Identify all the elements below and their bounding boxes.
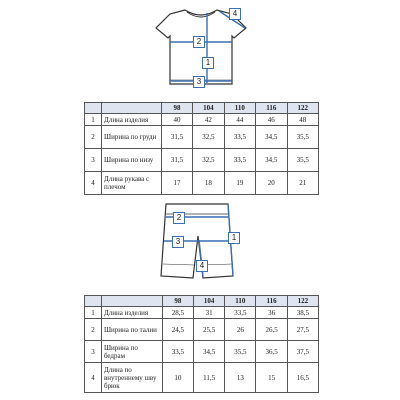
shorts-label-2: 2 — [173, 212, 185, 224]
row-value: 31 — [194, 307, 225, 319]
table-row — [85, 172, 319, 195]
row-value: 26 — [225, 319, 256, 341]
row-value: 33,5 — [224, 126, 255, 149]
row-value: 35,5 — [287, 149, 318, 172]
table-row — [85, 149, 319, 172]
row-num: 1 — [85, 114, 102, 126]
row-num: 2 — [85, 319, 102, 341]
row-value: 16,5 — [287, 363, 318, 393]
tshirt-size-table — [84, 102, 319, 195]
row-value: 37,5 — [287, 341, 318, 363]
row-value: 34,5 — [256, 149, 287, 172]
row-num: 4 — [85, 172, 102, 195]
row-name: Ширина по груди — [102, 126, 162, 149]
tshirt-label-4: 4 — [229, 8, 241, 20]
row-value: 36,5 — [256, 341, 287, 363]
row-value: 33,5 — [162, 341, 193, 363]
row-name: Длина по внутреннему шву брюк — [101, 363, 162, 393]
row-name: Длина изделия — [102, 114, 162, 126]
tshirt-label-3: 3 — [193, 76, 205, 88]
tshirt-label-2: 2 — [193, 36, 205, 48]
row-value: 35,5 — [225, 341, 256, 363]
size-122: 122 — [287, 296, 318, 307]
row-value: 25,5 — [194, 319, 225, 341]
table-row — [85, 341, 319, 363]
row-value: 34,5 — [256, 126, 287, 149]
shorts-sketch — [0, 196, 400, 286]
row-name: Ширина по низу — [102, 149, 162, 172]
shorts-label-1: 1 — [228, 232, 240, 244]
row-name: Длина рукава с плечом — [102, 172, 162, 195]
size-98: 98 — [161, 103, 192, 114]
shorts-label-4: 4 — [196, 260, 208, 272]
row-value: 11,5 — [194, 363, 225, 393]
table-row — [85, 319, 319, 341]
row-num: 2 — [85, 126, 102, 149]
row-value: 36 — [256, 307, 287, 319]
row-value: 24,5 — [162, 319, 193, 341]
row-value: 18 — [193, 172, 224, 195]
size-98: 98 — [162, 296, 193, 307]
row-value: 32,5 — [193, 149, 224, 172]
header-num-cell — [85, 103, 102, 114]
table-row — [85, 126, 319, 149]
size-110: 110 — [225, 296, 256, 307]
row-value: 38,5 — [287, 307, 318, 319]
table-header-row — [85, 103, 319, 114]
row-num: 4 — [85, 363, 102, 393]
shorts-drawing — [0, 196, 400, 286]
row-value: 15 — [256, 363, 287, 393]
row-value: 13 — [225, 363, 256, 393]
tshirt-label-1: 1 — [202, 57, 214, 69]
row-value: 20 — [256, 172, 287, 195]
row-value: 28,5 — [162, 307, 193, 319]
row-value: 48 — [287, 114, 318, 126]
row-value: 35,5 — [287, 126, 318, 149]
row-name: Ширина по талии — [101, 319, 162, 341]
row-value: 33,5 — [224, 149, 255, 172]
size-110: 110 — [224, 103, 255, 114]
row-value: 27,5 — [287, 319, 318, 341]
row-value: 19 — [224, 172, 255, 195]
row-value: 10 — [162, 363, 193, 393]
tshirt-sketch — [0, 0, 400, 92]
row-num: 3 — [85, 341, 102, 363]
row-value: 32,5 — [193, 126, 224, 149]
size-104: 104 — [194, 296, 225, 307]
row-value: 17 — [161, 172, 192, 195]
row-value: 44 — [224, 114, 255, 126]
row-value: 21 — [287, 172, 318, 195]
row-num: 1 — [85, 307, 102, 319]
row-value: 31,5 — [161, 149, 192, 172]
size-116: 116 — [256, 103, 287, 114]
shorts-label-3: 3 — [172, 236, 184, 248]
row-value: 34,5 — [194, 341, 225, 363]
row-num: 3 — [85, 149, 102, 172]
size-116: 116 — [256, 296, 287, 307]
row-value: 46 — [256, 114, 287, 126]
row-name: Ширина по бедрам — [101, 341, 162, 363]
size-104: 104 — [193, 103, 224, 114]
header-name-cell — [101, 296, 162, 307]
row-value: 31,5 — [161, 126, 192, 149]
size-122: 122 — [287, 103, 318, 114]
table-row — [85, 363, 319, 393]
shorts-size-table — [84, 295, 319, 393]
header-num-cell — [85, 296, 102, 307]
row-name: Длина изделия — [101, 307, 162, 319]
row-value: 42 — [193, 114, 224, 126]
header-name-cell — [102, 103, 162, 114]
row-value: 33,5 — [225, 307, 256, 319]
row-value: 40 — [161, 114, 192, 126]
row-value: 26,5 — [256, 319, 287, 341]
table-row — [85, 307, 319, 319]
table-header-row — [85, 296, 319, 307]
table-row — [85, 114, 319, 126]
